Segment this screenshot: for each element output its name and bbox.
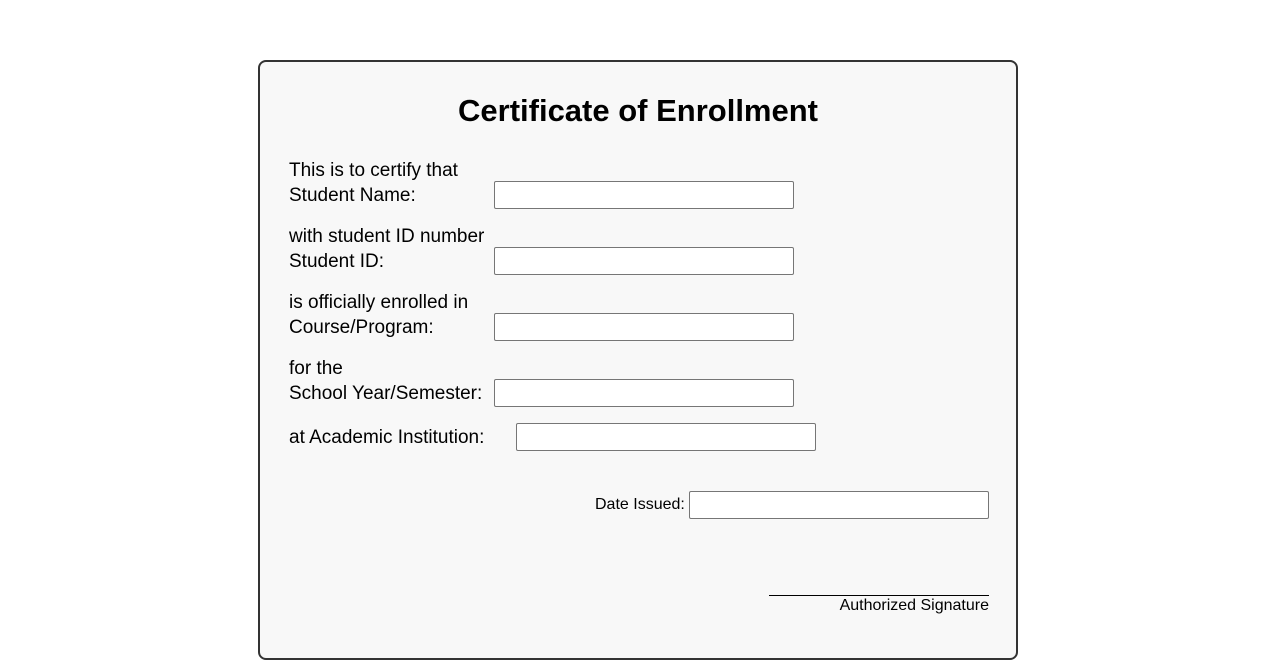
student-id-input[interactable]	[494, 247, 794, 275]
school-year-lead: for the	[289, 358, 343, 379]
school-year-field	[289, 356, 482, 406]
student-name-lead: This is to certify that	[289, 160, 458, 181]
signature-label: Authorized Signature	[839, 597, 989, 614]
date-issued-label: Date Issued:	[595, 496, 685, 513]
institution-input[interactable]	[516, 423, 816, 451]
course-program-field	[289, 290, 468, 340]
certificate-title: Certificate of Enrollment	[458, 93, 818, 128]
school-year-input[interactable]	[494, 379, 794, 407]
institution-label: at Academic Institution:	[289, 427, 485, 448]
student-name-field	[289, 158, 458, 208]
course-program-label: Course/Program:	[289, 317, 434, 338]
student-id-label: Student ID:	[289, 251, 385, 272]
course-program-lead: is officially enrolled in	[289, 292, 469, 313]
course-program-input[interactable]	[494, 313, 794, 341]
student-id-lead: with student ID number	[289, 226, 485, 247]
institution-field	[289, 425, 484, 450]
student-id-field	[289, 224, 484, 274]
certificate-card	[258, 60, 1018, 660]
student-name-label: Student Name:	[289, 185, 416, 206]
student-name-input[interactable]	[494, 181, 794, 209]
date-issued-input[interactable]	[689, 491, 989, 519]
school-year-label: School Year/Semester:	[289, 383, 483, 404]
